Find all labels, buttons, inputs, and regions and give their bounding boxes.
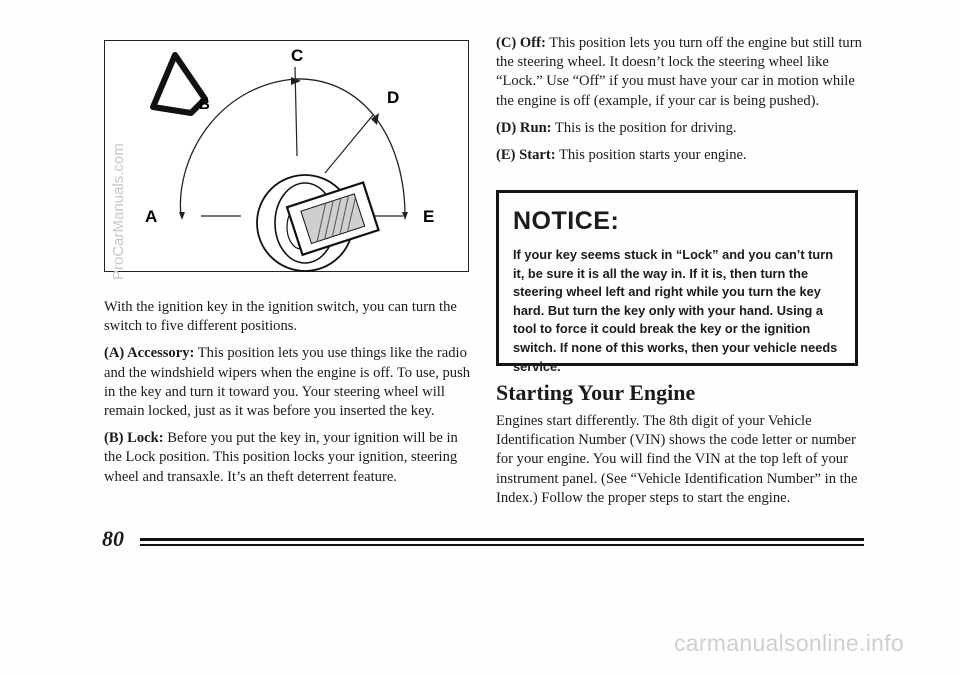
label-b: B	[199, 96, 210, 113]
label-c: C	[291, 46, 304, 65]
off-lead: (C) Off:	[496, 35, 546, 51]
left-column	[104, 298, 474, 495]
label-a: A	[145, 207, 158, 226]
label-e: E	[423, 207, 435, 226]
run-tick	[371, 113, 379, 125]
run-leader-line	[325, 115, 373, 173]
start-paragraph	[496, 146, 866, 165]
off-tick	[291, 77, 301, 85]
intro-paragraph: With the ignition key in the ignition switch, you can turn the switch to five different positions.	[104, 299, 457, 335]
run-text: This is the position for driving.	[551, 119, 737, 136]
ignition-diagram	[105, 41, 470, 273]
lock-paragraph	[104, 429, 474, 487]
notice-body: If your key seems stuck in “Lock” and you can’t turn it, be sure it is all the way in. If it is, then turn the steering wheel left and right while you turn the key hard. But turn the key only with your hand. Using a tool to force it could break the key or the ignition switch. If none of this works, then your vehicle needs service.	[513, 247, 838, 374]
lock-position-marker	[153, 55, 205, 113]
lock-lead: (B) Lock:	[104, 430, 164, 447]
footer-rule-thin	[140, 544, 864, 546]
lock-text: Before you put the key in, your ignition will be in the Lock position. This position locks your ignition, steering wheel and transaxle. It’s an theft deterrent feature.	[104, 430, 458, 485]
footer-rule	[140, 538, 864, 541]
notice-box	[496, 190, 858, 374]
right-column	[496, 34, 866, 173]
run-lead: (D) Run:	[496, 119, 552, 136]
notice-title: NOTICE:	[513, 207, 620, 235]
starting-engine-paragraph: Engines start differently. The 8th digit of your Vehicle Identification Number (VIN) shows the code letter or number for your engine. You will find the VIN at the top left of your instrument panel. (See “Vehicle Identification Number” in the Index.) Follow the proper steps to start the engine.	[496, 413, 858, 506]
accessory-lead: (A) Accessory:	[104, 345, 195, 362]
run-paragraph	[496, 119, 866, 138]
off-text: This position lets you turn off the engine but still turn the steering wheel. It doesn’t lock the steering wheel like “Lock.” Use “Off” if you must have your car in motion while the engine is off (example, if your car is being pushed).	[496, 35, 862, 109]
page-number: 80	[102, 526, 124, 551]
side-watermark: ProCarManuals.com	[110, 143, 127, 280]
section-heading: Starting Your Engine	[496, 380, 696, 405]
start-text: This position starts your engine.	[555, 147, 747, 164]
off-paragraph	[496, 34, 866, 111]
bottom-watermark: carmanualsonline.info	[673, 630, 904, 656]
accessory-paragraph	[104, 344, 474, 421]
ignition-switch-figure	[104, 40, 469, 272]
start-lead: (E) Start:	[496, 147, 556, 164]
accessory-text: This position lets you use things like the radio and the windshield wipers when the engine is off. To use, push in the key and turn it toward you. Your steering wheel will remain locked, just as it was before you inserted the key.	[104, 345, 471, 420]
label-d: D	[387, 88, 400, 107]
accessory-tick	[179, 212, 185, 220]
